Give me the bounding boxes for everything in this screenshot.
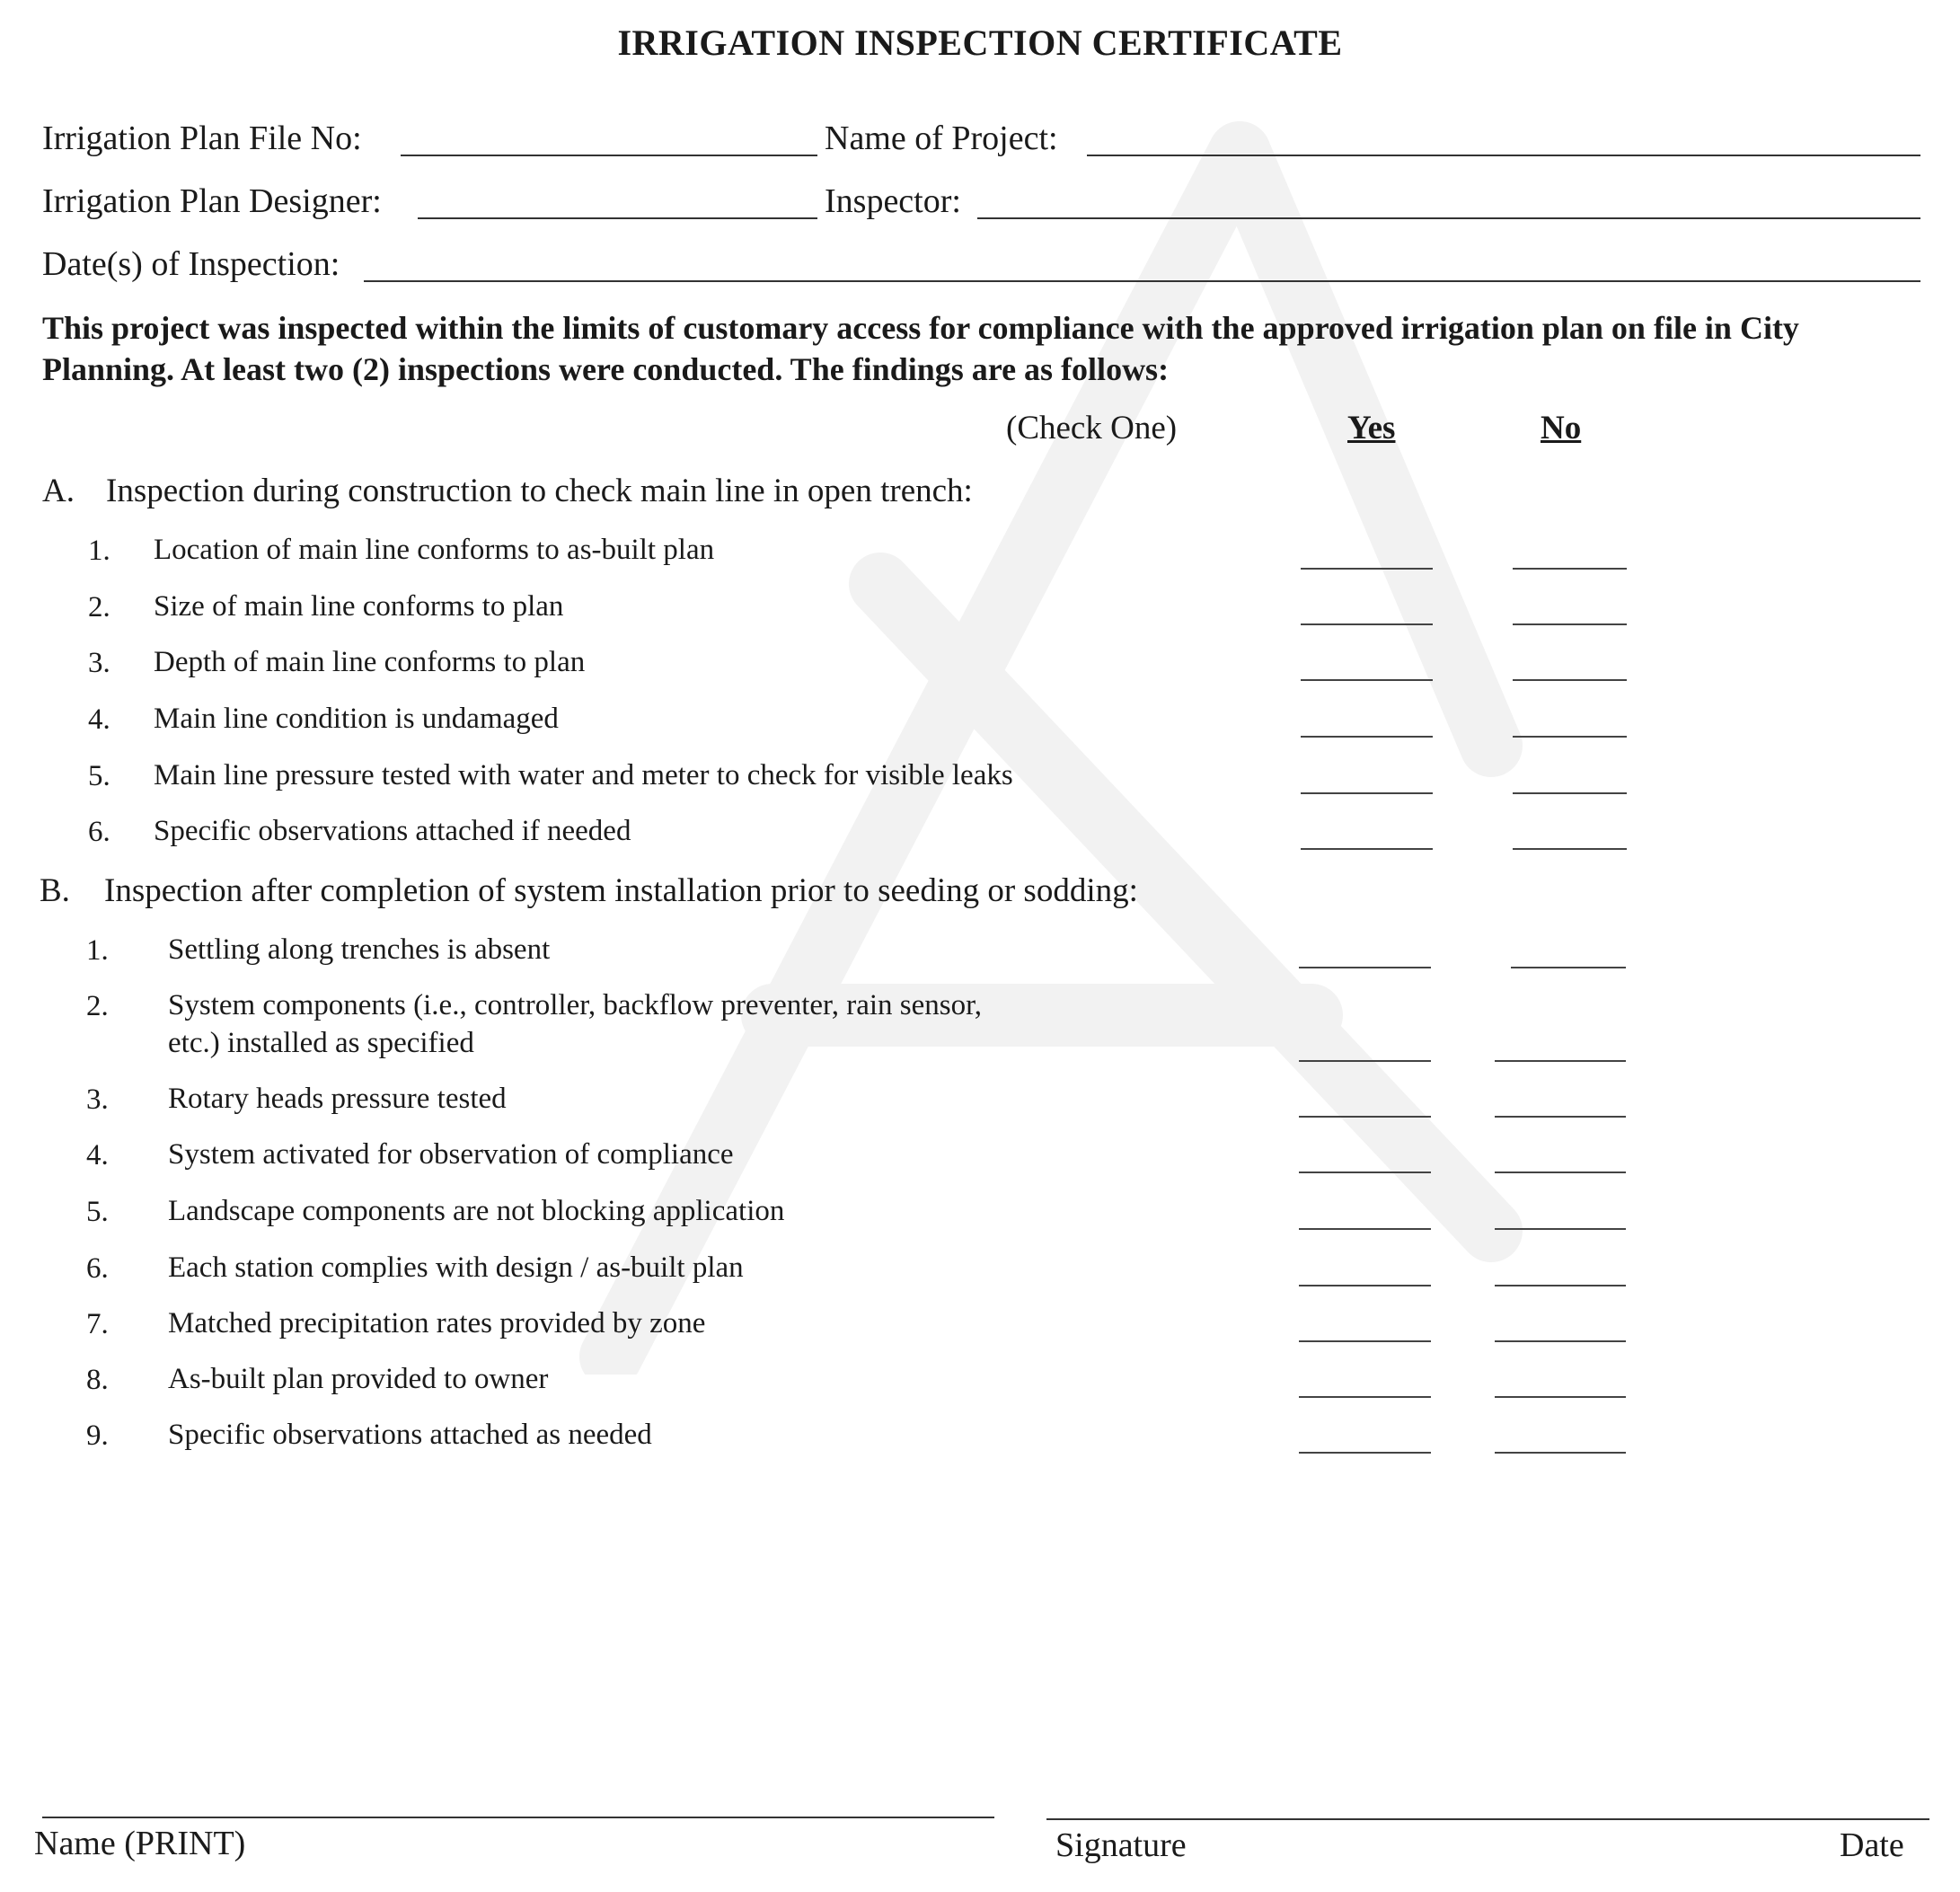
no-checkbox-line[interactable] [1513,679,1627,681]
item-text: Each station complies with design / as-built plan [168,1251,744,1284]
yes-column-header: Yes [1347,410,1396,446]
yes-checkbox-line[interactable] [1299,1396,1431,1398]
section-a-letter: A. [42,473,75,509]
no-checkbox-line[interactable] [1513,623,1627,625]
yes-checkbox-line[interactable] [1299,967,1431,968]
item-number: 8. [86,1364,109,1396]
item-text: Matched precipitation rates provided by zone [168,1307,706,1339]
no-checkbox-line[interactable] [1495,1171,1626,1173]
no-checkbox-line[interactable] [1495,1060,1626,1062]
project-field[interactable] [1087,155,1920,156]
yes-checkbox-line[interactable] [1299,1452,1431,1454]
designer-field[interactable] [418,217,817,219]
project-label: Name of Project: [825,119,1058,157]
item-number: 5. [88,760,110,792]
item-number: 3. [88,647,110,679]
item-text: As-built plan provided to owner [168,1363,549,1395]
no-checkbox-line[interactable] [1495,1285,1626,1286]
item-number: 3. [86,1083,109,1116]
date-label: Date [1840,1826,1904,1864]
yes-checkbox-line[interactable] [1301,623,1433,625]
item-text: Specific observations attached as needed [168,1419,652,1451]
item-number: 9. [86,1419,109,1452]
item-number: 2. [88,591,110,623]
item-text: Landscape components are not blocking application [168,1195,785,1227]
no-checkbox-line[interactable] [1513,736,1627,738]
item-text: Rotary heads pressure tested [168,1083,507,1115]
yes-checkbox-line[interactable] [1301,792,1433,794]
item-text: Main line pressure tested with water and meter to check for visible leaks [154,759,1013,791]
item-number: 4. [88,703,110,736]
yes-checkbox-line[interactable] [1301,736,1433,738]
inspector-field[interactable] [977,217,1920,219]
section-a-title: Inspection during construction to check main line in open trench: [106,473,973,509]
file-no-field[interactable] [401,155,817,156]
item-text: Size of main line conforms to plan [154,590,564,623]
section-b-title: Inspection after completion of system installation prior to seeding or sodding: [104,872,1138,909]
inspection-statement: This project was inspected within the limits of customary access for compliance with the approved irrigation plan on file in City Planning. At least two (2) inspections were conducted. The findings are as follows: [42,310,1799,387]
dates-field[interactable] [364,280,1920,282]
no-checkbox-line[interactable] [1513,792,1627,794]
item-text: Depth of main line conforms to plan [154,646,586,678]
no-checkbox-line[interactable] [1495,1228,1626,1230]
item-text: Main line condition is undamaged [154,703,559,735]
no-checkbox-line[interactable] [1513,568,1627,570]
item-number: 4. [86,1139,109,1171]
yes-checkbox-line[interactable] [1299,1171,1431,1173]
item-number: 2. [86,990,109,1022]
yes-checkbox-line[interactable] [1299,1228,1431,1230]
signature-date-line[interactable] [1046,1818,1929,1820]
section-b-letter: B. [40,872,70,909]
item-text: Settling along trenches is absent [168,933,551,966]
item-number: 6. [88,816,110,848]
item-number: 1. [86,934,109,967]
page-title: IRRIGATION INSPECTION CERTIFICATE [617,22,1343,63]
item-text: System activated for observation of compliance [168,1138,734,1171]
item-number: 7. [86,1308,109,1340]
no-checkbox-line[interactable] [1495,1340,1626,1342]
item-text: Specific observations attached if needed [154,815,631,847]
yes-checkbox-line[interactable] [1301,848,1433,850]
no-column-header: No [1541,410,1582,446]
yes-checkbox-line[interactable] [1299,1285,1431,1286]
name-print-line[interactable] [42,1817,994,1818]
yes-checkbox-line[interactable] [1299,1116,1431,1118]
no-checkbox-line[interactable] [1495,1116,1626,1118]
item-text-continued: etc.) installed as specified [168,1027,474,1059]
no-checkbox-line[interactable] [1513,848,1627,850]
dates-label: Date(s) of Inspection: [42,245,340,283]
item-text: Location of main line conforms to as-built plan [154,534,715,566]
no-checkbox-line[interactable] [1495,1452,1626,1454]
signature-label: Signature [1055,1826,1187,1864]
check-one-label: (Check One) [1006,410,1178,446]
file-no-label: Irrigation Plan File No: [42,119,362,157]
item-text: System components (i.e., controller, backflow preventer, rain sensor, [168,989,983,1021]
designer-label: Irrigation Plan Designer: [42,182,382,220]
yes-checkbox-line[interactable] [1301,679,1433,681]
no-checkbox-line[interactable] [1511,967,1626,968]
item-number: 6. [86,1252,109,1285]
yes-checkbox-line[interactable] [1299,1060,1431,1062]
no-checkbox-line[interactable] [1495,1396,1626,1398]
item-number: 1. [88,535,110,567]
yes-checkbox-line[interactable] [1301,568,1433,570]
name-print-label: Name (PRINT) [34,1825,246,1862]
item-number: 5. [86,1196,109,1228]
yes-checkbox-line[interactable] [1299,1340,1431,1342]
inspector-label: Inspector: [825,182,961,220]
watermark-graphic [503,117,1581,1375]
